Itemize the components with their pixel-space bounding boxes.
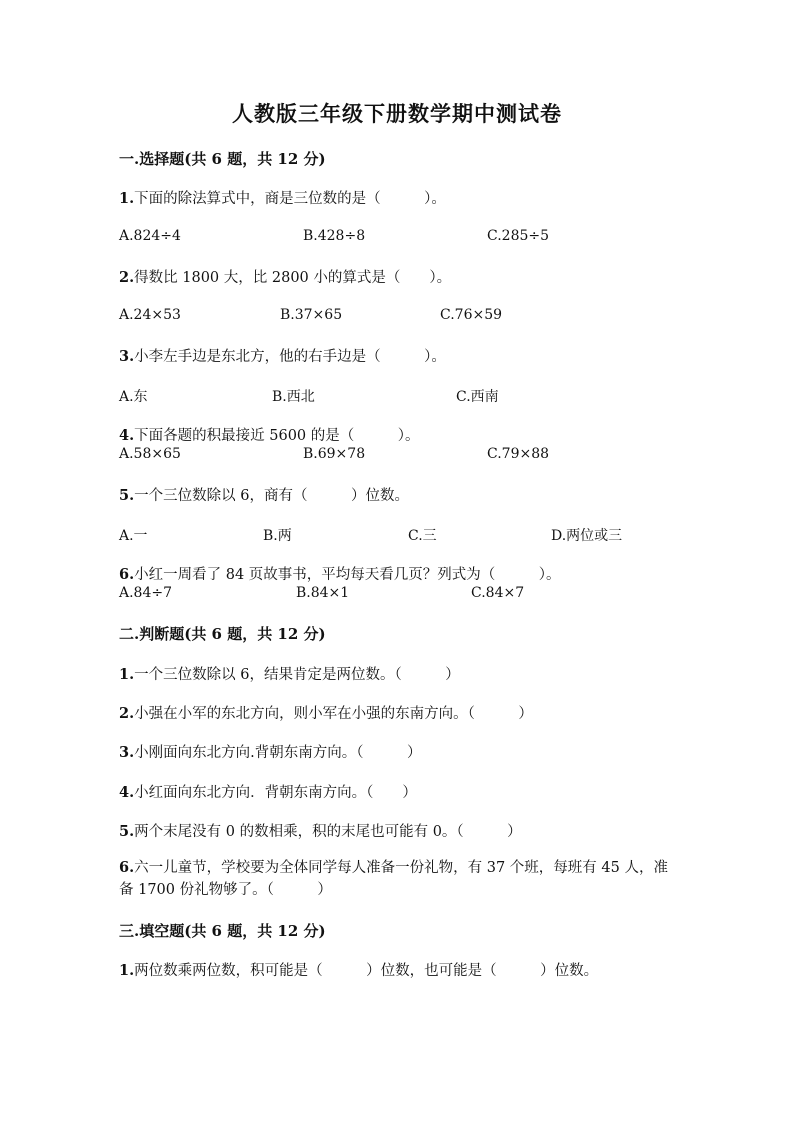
choice-4-option-b: B.69×78 — [303, 446, 366, 462]
judge-question-5: 5.两个末尾没有 0 的数相乘，积的末尾也可能有 0。（ ） — [119, 823, 522, 840]
judge-question-6: 6.六一儿童节，学校要为全体同学每人准备一份礼物，有 37 个班，每班有 45 人，准备 1700 份礼物够了。（ ） — [119, 859, 668, 898]
choice-question-5: 5.一个三位数除以 6，商有（ ）位数。 — [119, 487, 409, 504]
choice-3-option-c: C.西南 — [456, 389, 499, 405]
choice-question-3: 3.小李左手边是东北方，他的右手边是（ ）。 — [119, 348, 446, 365]
choice-3-option-b: B.西北 — [272, 389, 315, 405]
choice-question-1: 1.下面的除法算式中，商是三位数的是（ ）。 — [119, 190, 446, 207]
choice-1-option-b: B.428÷8 — [303, 228, 366, 244]
choice-5-option-d: D.两位或三 — [551, 528, 623, 544]
choice-5-option-b: B.两 — [263, 528, 292, 544]
choice-6-option-a: A.84÷7 — [119, 585, 173, 601]
judge-question-2: 2.小强在小军的东北方向，则小军在小强的东南方向。（ ） — [119, 705, 533, 722]
judge-question-1: 1.一个三位数除以 6，结果肯定是两位数。（ ） — [119, 666, 460, 683]
choice-1-option-a: A.824÷4 — [119, 228, 181, 244]
section-heading-choice: 一.选择题(共 6 题，共 12 分) — [119, 150, 326, 168]
choice-5-option-a: A.一 — [119, 528, 148, 544]
choice-2-option-b: B.37×65 — [280, 307, 343, 323]
choice-4-option-c: C.79×88 — [487, 446, 550, 462]
choice-question-2: 2.得数比 1800 大，比 2800 小的算式是（ ）。 — [119, 269, 452, 286]
choice-question-4: 4.下面各题的积最接近 5600 的是（ ）。 — [119, 427, 420, 444]
choice-6-option-c: C.84×7 — [471, 585, 525, 601]
choice-6-option-b: B.84×1 — [296, 585, 350, 601]
choice-4-option-a: A.58×65 — [119, 446, 181, 462]
choice-3-option-a: A.东 — [119, 389, 148, 405]
section-heading-judge: 二.判断题(共 6 题，共 12 分) — [119, 625, 326, 643]
section-heading-fill: 三.填空题(共 6 题，共 12 分) — [119, 922, 326, 940]
exam-title: 人教版三年级下册数学期中测试卷 — [232, 101, 562, 126]
judge-question-4: 4.小红面向东北方向．背朝东南方向。（ ） — [119, 784, 417, 801]
choice-1-option-c: C.285÷5 — [487, 228, 550, 244]
choice-2-option-a: A.24×53 — [119, 307, 181, 323]
choice-2-option-c: C.76×59 — [440, 307, 503, 323]
choice-question-6: 6.小红一周看了 84 页故事书，平均每天看几页？列式为（ ）。 — [119, 566, 561, 583]
judge-question-3: 3.小刚面向东北方向.背朝东南方向。（ ） — [119, 744, 422, 761]
fill-question-1: 1.两位数乘两位数，积可能是（ ）位数，也可能是（ ）位数。 — [119, 962, 599, 979]
choice-5-option-c: C.三 — [408, 528, 437, 544]
